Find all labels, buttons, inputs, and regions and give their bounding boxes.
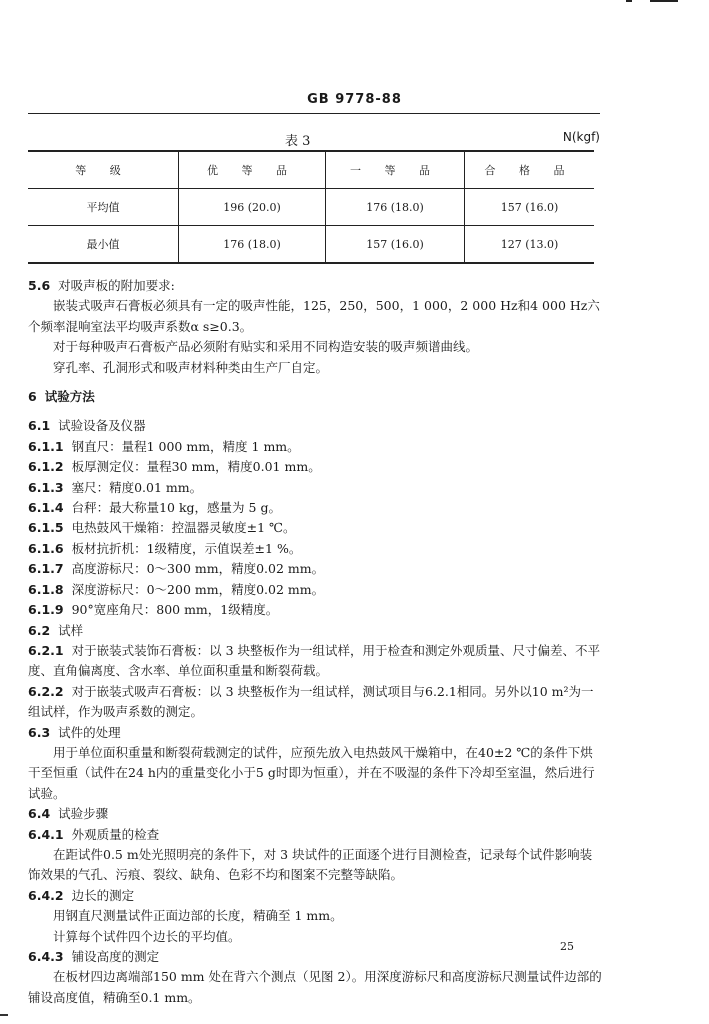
clause-text: 高度游标尺：0～300 mm，精度0.02 mm。 (71, 561, 325, 577)
paragraph (28, 927, 602, 947)
clause-number: 6.1.3 (28, 479, 64, 495)
clause (28, 621, 602, 641)
clause-text: 试验方法 (44, 389, 95, 405)
clause-number: 6.2 (28, 622, 51, 638)
clause-text: 板材抗折机：1级精度，示值误差±1 %。 (71, 540, 302, 556)
clause-text: 用于单位面积重量和断裂荷载测定的试件，应预先放入电热鼓风干燥箱中，在40±2 ℃的条件下烘干至恒重（试件在24 h内的重量变化小于5 g时即为恒重），并在不吸湿的条件下冷却至室温，然后进行试验。 (28, 744, 595, 801)
table-cell: 平均值 (86, 201, 120, 214)
paragraph (28, 967, 602, 1008)
clause-number: 5.6 (28, 278, 51, 293)
clause (28, 437, 602, 457)
clause-text: 电热鼓风干燥箱：控温器灵敏度±1 ℃。 (71, 520, 296, 536)
clause-number: 6.4.2 (28, 887, 64, 903)
clause-text: 台秤：最大称量10 kg，感量为 5 g。 (71, 500, 281, 516)
table-header-cell: 等 级 (75, 164, 131, 177)
paragraph (28, 845, 602, 886)
clause (28, 498, 602, 518)
clause (28, 539, 602, 559)
clause-number: 6.1 (28, 418, 51, 434)
clause-number: 6.1.6 (28, 540, 64, 556)
clause-text: 外观质量的检查 (71, 826, 160, 842)
clause (28, 723, 602, 743)
clause-text: 钢直尺：量程1 000 mm，精度 1 mm。 (71, 438, 300, 454)
spec-table (28, 150, 594, 264)
clause-text: 边长的测定 (71, 887, 135, 903)
clause-text: 板厚测定仪：量程30 mm，精度0.01 mm。 (71, 459, 321, 475)
clause-text: 铺设高度的测定 (71, 949, 160, 964)
clause-number: 6.4.1 (28, 826, 64, 842)
clause-number: 6.2.2 (28, 683, 64, 699)
clause-text: 在板材四边离端部150 mm 处在背六个测点（见图 2）。用深度游标尺和高度游标尺测量试件边部的铺设高度值，精确至0.1 mm。 (28, 969, 602, 1005)
table-cell: 176 (18.0) (179, 226, 326, 264)
table-cell: 157 (16.0) (326, 226, 465, 264)
clause (28, 600, 602, 620)
clause-number: 6.4.3 (28, 949, 64, 964)
paragraph (28, 906, 602, 926)
scan-mark (0, 1014, 8, 1016)
clause-text: 试验步骤 (58, 806, 109, 822)
clause-text: 计算每个试件四个边长的平均值。 (53, 928, 241, 944)
table-unit: N(kgf) (562, 130, 600, 144)
clause-text: 穿孔率、孔洞形式和吸声材料种类由生产厂自定。 (53, 359, 329, 375)
table-row (28, 189, 594, 226)
clause (28, 641, 602, 682)
clause (28, 457, 602, 477)
table-header-cell: 优 等 品 (179, 151, 326, 189)
clause (28, 387, 602, 407)
table-cell: 最小值 (86, 238, 120, 251)
table-header-cell: 一 等 品 (326, 151, 465, 189)
clause-text: 用钢直尺测量试件正面边部的长度，精确至 1 mm。 (53, 908, 343, 924)
page-number: 25 (560, 940, 574, 953)
clause (28, 682, 602, 723)
table-header-row (28, 151, 594, 189)
paragraph-gap (28, 378, 602, 387)
clause-text: 对于每种吸声石膏板产品必须附有贴实和采用不同构造安装的吸声频谱曲线。 (53, 339, 479, 355)
body-text (28, 276, 602, 1008)
paragraph (28, 358, 602, 378)
clause (28, 825, 602, 845)
table-cell: 127 (13.0) (465, 226, 595, 264)
standard-number: GB 9778-88 (307, 92, 402, 107)
clause-text: 试件的处理 (58, 724, 121, 740)
clause (28, 478, 602, 498)
table-row (28, 226, 594, 264)
clause-number: 6.2.1 (28, 642, 64, 658)
table-title: 表 3 (285, 134, 311, 149)
clause-text: 对于嵌装式装饰石膏板：以 3 块整板作为一组试样，用于检查和测定外观质量、尺寸偏差、不平度、直角偏离度、含水率、单位面积重量和断裂荷载。 (28, 642, 600, 679)
clause (28, 416, 602, 436)
clause (28, 947, 602, 967)
clause-text: 对吸声板的附加要求: (58, 278, 175, 293)
clause (28, 518, 602, 538)
header-rule (28, 113, 600, 114)
paragraph (28, 743, 602, 804)
clause-number: 6.1.2 (28, 459, 64, 475)
clause-number: 6.1.5 (28, 520, 64, 536)
clause-text: 塞尺：精度0.01 mm。 (71, 479, 203, 495)
clause-text: 在距试件0.5 m处光照明亮的条件下，对 3 块试件的正面逐个进行目测检查，记录每个试件影响装饰效果的气孔、污痕、裂纹、缺角、色彩不均和图案不完整等缺陷。 (28, 846, 593, 883)
table-cell: 176 (18.0) (326, 189, 465, 226)
clause-text: 试验设备及仪器 (58, 418, 146, 434)
clause (28, 580, 602, 600)
table-cell: 157 (16.0) (465, 189, 595, 226)
clause (28, 276, 602, 296)
paragraph (28, 337, 602, 357)
clause-number: 6.3 (28, 724, 51, 740)
paragraph (28, 296, 602, 337)
clause-number: 6.1.9 (28, 602, 64, 618)
clause-text: 对于嵌装式吸声石膏板：以 3 块整板作为一组试样，测试项目与6.2.1相同。另外以10 m²为一组试样，作为吸声系数的测定。 (28, 683, 594, 720)
clause (28, 559, 602, 579)
clause (28, 886, 602, 906)
clause-number: 6.1.8 (28, 581, 64, 597)
clause (28, 804, 602, 824)
paragraph-gap (28, 407, 602, 416)
clause-number: 6.1.1 (28, 438, 64, 454)
clause-number: 6 (28, 389, 37, 405)
table-cell: 196 (20.0) (179, 189, 326, 226)
scan-mark (626, 0, 632, 2)
clause-text: 深度游标尺：0～200 mm，精度0.02 mm。 (71, 581, 325, 597)
clause-number: 6.1.4 (28, 500, 64, 516)
clause-text: 试样 (58, 622, 84, 638)
clause-number: 6.1.7 (28, 561, 64, 577)
clause-text: 90°宽座角尺：800 mm，1级精度。 (71, 602, 279, 618)
clause-text: 嵌装式吸声石膏板必须具有一定的吸声性能，125，250，500，1 000，2 000 Hz和4 000 Hz六个频率混响室法平均吸声系数α s≥0.3。 (28, 298, 600, 334)
table-header-cell: 合 格 品 (465, 151, 595, 189)
scan-mark (650, 0, 678, 2)
clause-number: 6.4 (28, 806, 51, 822)
